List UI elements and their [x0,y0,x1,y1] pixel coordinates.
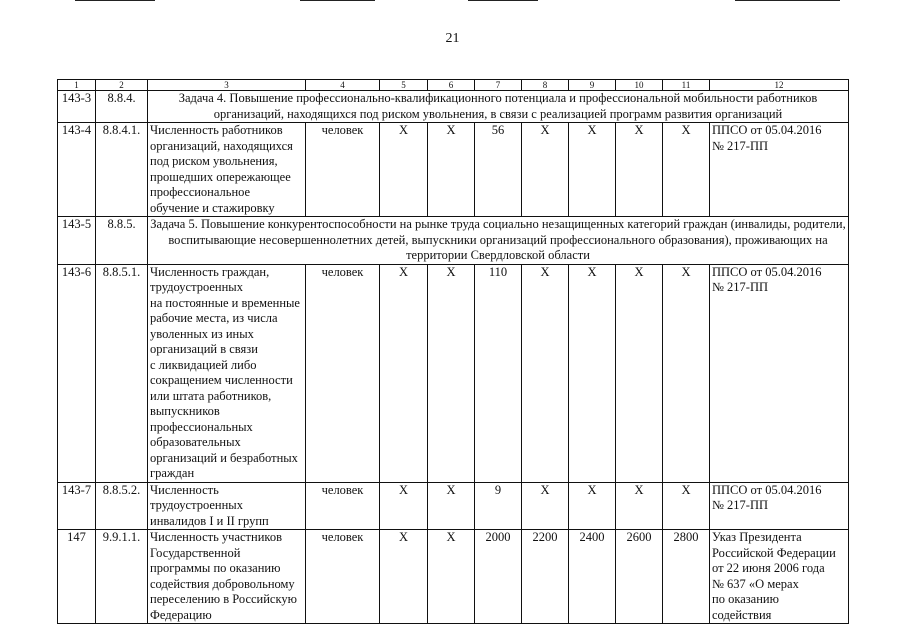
indicators-table [57,79,849,624]
value-cell: 110 [475,264,522,482]
column-number-cell: 8 [522,80,569,91]
source-document-cell: ППСО от 05.04.2016 № 217-ПП [710,264,849,482]
value-cell: X [663,123,710,217]
value-cell: 2000 [475,530,522,624]
table-row [58,482,849,530]
task-row [58,217,849,265]
task-description-cell: Задача 5. Повышение конкурентоспособности на рынке труда социально незащищенных категорий граждан (инвалиды, родители, воспитывающие несовершеннолетних детей, выпускники организаций профессионального образования), проживающих на территории Свердловской области [148,217,849,265]
source-document-cell: ППСО от 05.04.2016 № 217-ПП [710,482,849,530]
value-cell: X [428,264,475,482]
value-cell: X [522,123,569,217]
value-cell: 2600 [616,530,663,624]
row-code-cell: 8.8.5.1. [96,264,148,482]
value-cell: X [380,530,428,624]
column-number-cell: 9 [569,80,616,91]
value-cell: X [616,123,663,217]
row-number-cell: 147 [58,530,96,624]
top-border-line-left [75,0,155,1]
value-cell: X [428,530,475,624]
indicator-name-cell: Численность граждан, трудоустроенных на постоянные и временные рабочие места, из числа уволенных из иных организаций в связи с ликвидацией либо сокращением численности или штата работников, выпускников профессиональных образовательных организаций и безработных граждан [148,264,306,482]
column-number-cell: 7 [475,80,522,91]
value-cell: X [522,482,569,530]
column-number-cell: 5 [380,80,428,91]
value-cell: X [380,482,428,530]
top-border-line-center [300,0,375,1]
top-border-line-right [735,0,840,1]
task-row [58,91,849,123]
unit-cell: человек [306,482,380,530]
column-number-cell: 6 [428,80,475,91]
value-cell: 2800 [663,530,710,624]
task-description-cell: Задача 4. Повышение профессионально-квалификационного потенциала и профессиональной мобильности работников организаций, находящихся под риском увольнения, в связи с реализацией программ развития организаций [148,91,849,123]
value-cell: 2200 [522,530,569,624]
top-border-line-mid [468,0,538,1]
value-cell: X [380,123,428,217]
page-number: 21 [445,31,460,46]
indicator-name-cell: Численность участников Государственной программы по оказанию содействия добровольному переселению в Российскую Федерацию [148,530,306,624]
row-code-cell: 8.8.5.2. [96,482,148,530]
table-row [58,264,849,482]
unit-cell: человек [306,123,380,217]
row-number-cell: 143-6 [58,264,96,482]
unit-cell: человек [306,264,380,482]
table-row [58,123,849,217]
source-document-cell: Указ Президента Российской Федерации от 22 июня 2006 года № 637 «О мерах по оказанию содействия [710,530,849,624]
value-cell: 9 [475,482,522,530]
value-cell: X [569,482,616,530]
value-cell: X [522,264,569,482]
table-row [58,530,849,624]
source-document-cell: ППСО от 05.04.2016 № 217-ПП [710,123,849,217]
row-code-cell: 8.8.4.1. [96,123,148,217]
row-number-cell: 143-5 [58,217,96,265]
value-cell: 2400 [569,530,616,624]
row-number-cell: 143-3 [58,91,96,123]
value-cell: X [616,482,663,530]
value-cell: X [616,264,663,482]
row-number-cell: 143-4 [58,123,96,217]
row-code-cell: 8.8.5. [96,217,148,265]
value-cell: X [663,482,710,530]
column-number-cell: 1 [58,80,96,91]
row-number-cell: 143-7 [58,482,96,530]
value-cell: X [428,482,475,530]
value-cell: X [663,264,710,482]
column-number-cell: 3 [148,80,306,91]
column-number-cell: 12 [710,80,849,91]
value-cell: 56 [475,123,522,217]
column-number-cell: 4 [306,80,380,91]
column-number-row [58,80,849,91]
row-code-cell: 8.8.4. [96,91,148,123]
indicator-name-cell: Численность работников организаций, находящихся под риском увольнения, прошедших опережающее профессиональное обучение и стажировку [148,123,306,217]
row-code-cell: 9.9.1.1. [96,530,148,624]
column-number-cell: 2 [96,80,148,91]
column-number-cell: 11 [663,80,710,91]
indicator-name-cell: Численность трудоустроенных инвалидов I и II групп [148,482,306,530]
value-cell: X [380,264,428,482]
value-cell: X [428,123,475,217]
value-cell: X [569,123,616,217]
value-cell: X [569,264,616,482]
column-number-cell: 10 [616,80,663,91]
unit-cell: человек [306,530,380,624]
